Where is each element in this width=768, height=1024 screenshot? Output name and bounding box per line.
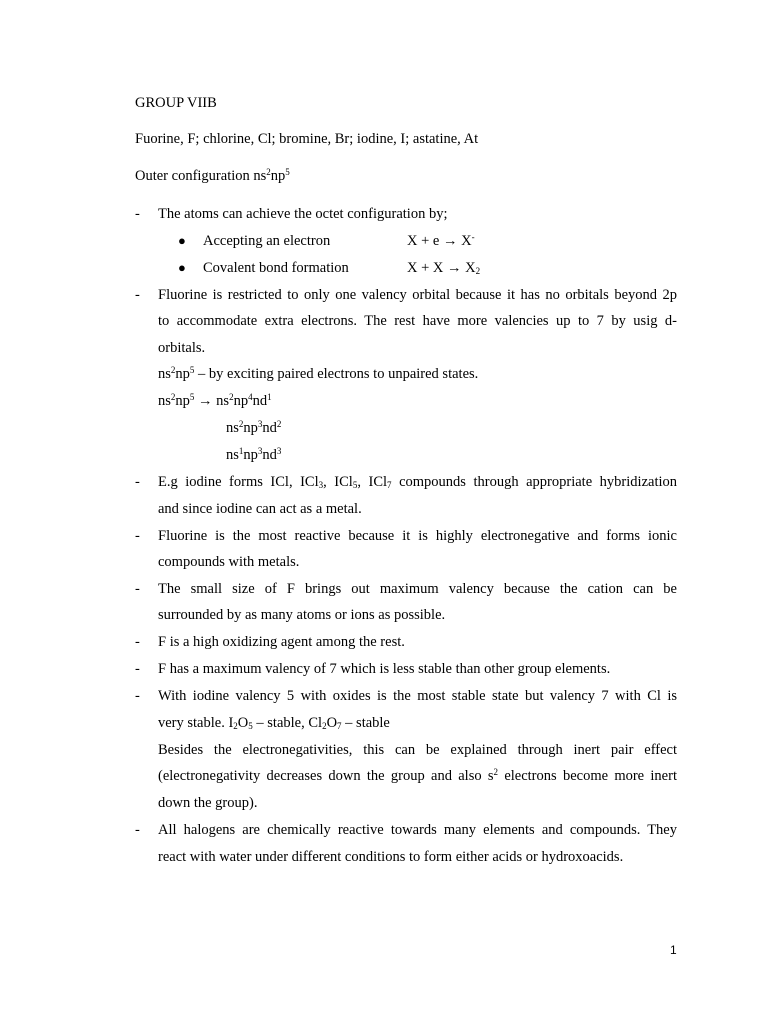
list-dash: -: [135, 581, 140, 597]
paragraph-line: and since iodine can act as a metal.: [158, 501, 362, 517]
page-number: 1: [670, 943, 677, 957]
outer-configuration: Outer configuration $ns^2np^5$: [135, 167, 290, 184]
bullet-label: Accepting an electron: [203, 233, 331, 249]
oxide-stability: very stable. $I_2O_5$ – stable, $Cl_2O_7$ – stable: [158, 715, 390, 731]
paragraph-line: down the group).: [158, 795, 258, 811]
list-dash: -: [135, 474, 140, 490]
paragraph-line: react with water under different conditions to form either acids or hydroxoacids.: [158, 849, 624, 865]
bullet-icon: ●: [178, 233, 186, 248]
paragraph-line: The small size of F brings out maximum valency because the cation can be: [158, 581, 677, 597]
paragraph-line: orbitals.: [158, 340, 206, 356]
paragraph-line: Fluorine is restricted to only one valency orbital because it has no orbitals beyond 2p: [158, 287, 677, 303]
configuration-state: $ns^2np^3nd^2$: [226, 419, 282, 436]
paragraph-line: (electronegativity decreases down the group and also $s^2$ electrons become more inert: [158, 767, 677, 784]
bullet-icon: ●: [178, 260, 186, 275]
list-dash: -: [135, 688, 140, 704]
configuration-note: $ns^2np^5$ – by exciting paired electrons to unpaired states.: [158, 365, 479, 382]
paragraph-line: All halogens are chemically reactive towards many elements and compounds. They: [158, 822, 677, 838]
paragraph-line: Besides the electronegativities, this can be explained through inert pair effect: [158, 742, 677, 758]
paragraph-line: E.g iodine forms ICl, ICl$_3$, ICl$_5$, ICl$_7$ compounds through appropriate hybridization: [158, 474, 677, 490]
octet-intro: The atoms can achieve the octet configuration by;: [158, 206, 448, 222]
bullet-label: Covalent bond formation: [203, 260, 349, 276]
paragraph-line: to accommodate extra electrons. The rest have more valencies up to 7 by usig d-: [158, 313, 677, 329]
list-dash: -: [135, 634, 140, 650]
bullet-equation: X + e → X-: [407, 232, 475, 249]
paragraph-line: compounds with metals.: [158, 554, 300, 570]
page-title: GROUP VIIB: [135, 95, 217, 111]
group-members: Fuorine, F; chlorine, Cl; bromine, Br; iodine, I; astatine, At: [135, 131, 479, 147]
paragraph-line: surrounded by as many atoms or ions as possible.: [158, 607, 446, 623]
list-dash: -: [135, 287, 140, 303]
list-dash: -: [135, 661, 140, 677]
list-dash: -: [135, 822, 140, 838]
configuration-state: $ns^1np^3nd^3$: [226, 446, 282, 463]
paragraph-line: F has a maximum valency of 7 which is less stable than other group elements.: [158, 661, 611, 677]
configuration-transition: $ns^2np^5 \to ns^2np^4nd^1$: [158, 392, 272, 409]
bullet-equation: $X + X \to X_2$: [407, 260, 481, 276]
paragraph-line: Fluorine is the most reactive because it is highly electronegative and forms ionic: [158, 528, 677, 544]
paragraph-line: With iodine valency 5 with oxides is the most stable state but valency 7 with Cl is: [158, 688, 677, 704]
list-dash: -: [135, 206, 140, 222]
paragraph-line: F is a high oxidizing agent among the rest.: [158, 634, 405, 650]
list-dash: -: [135, 528, 140, 544]
